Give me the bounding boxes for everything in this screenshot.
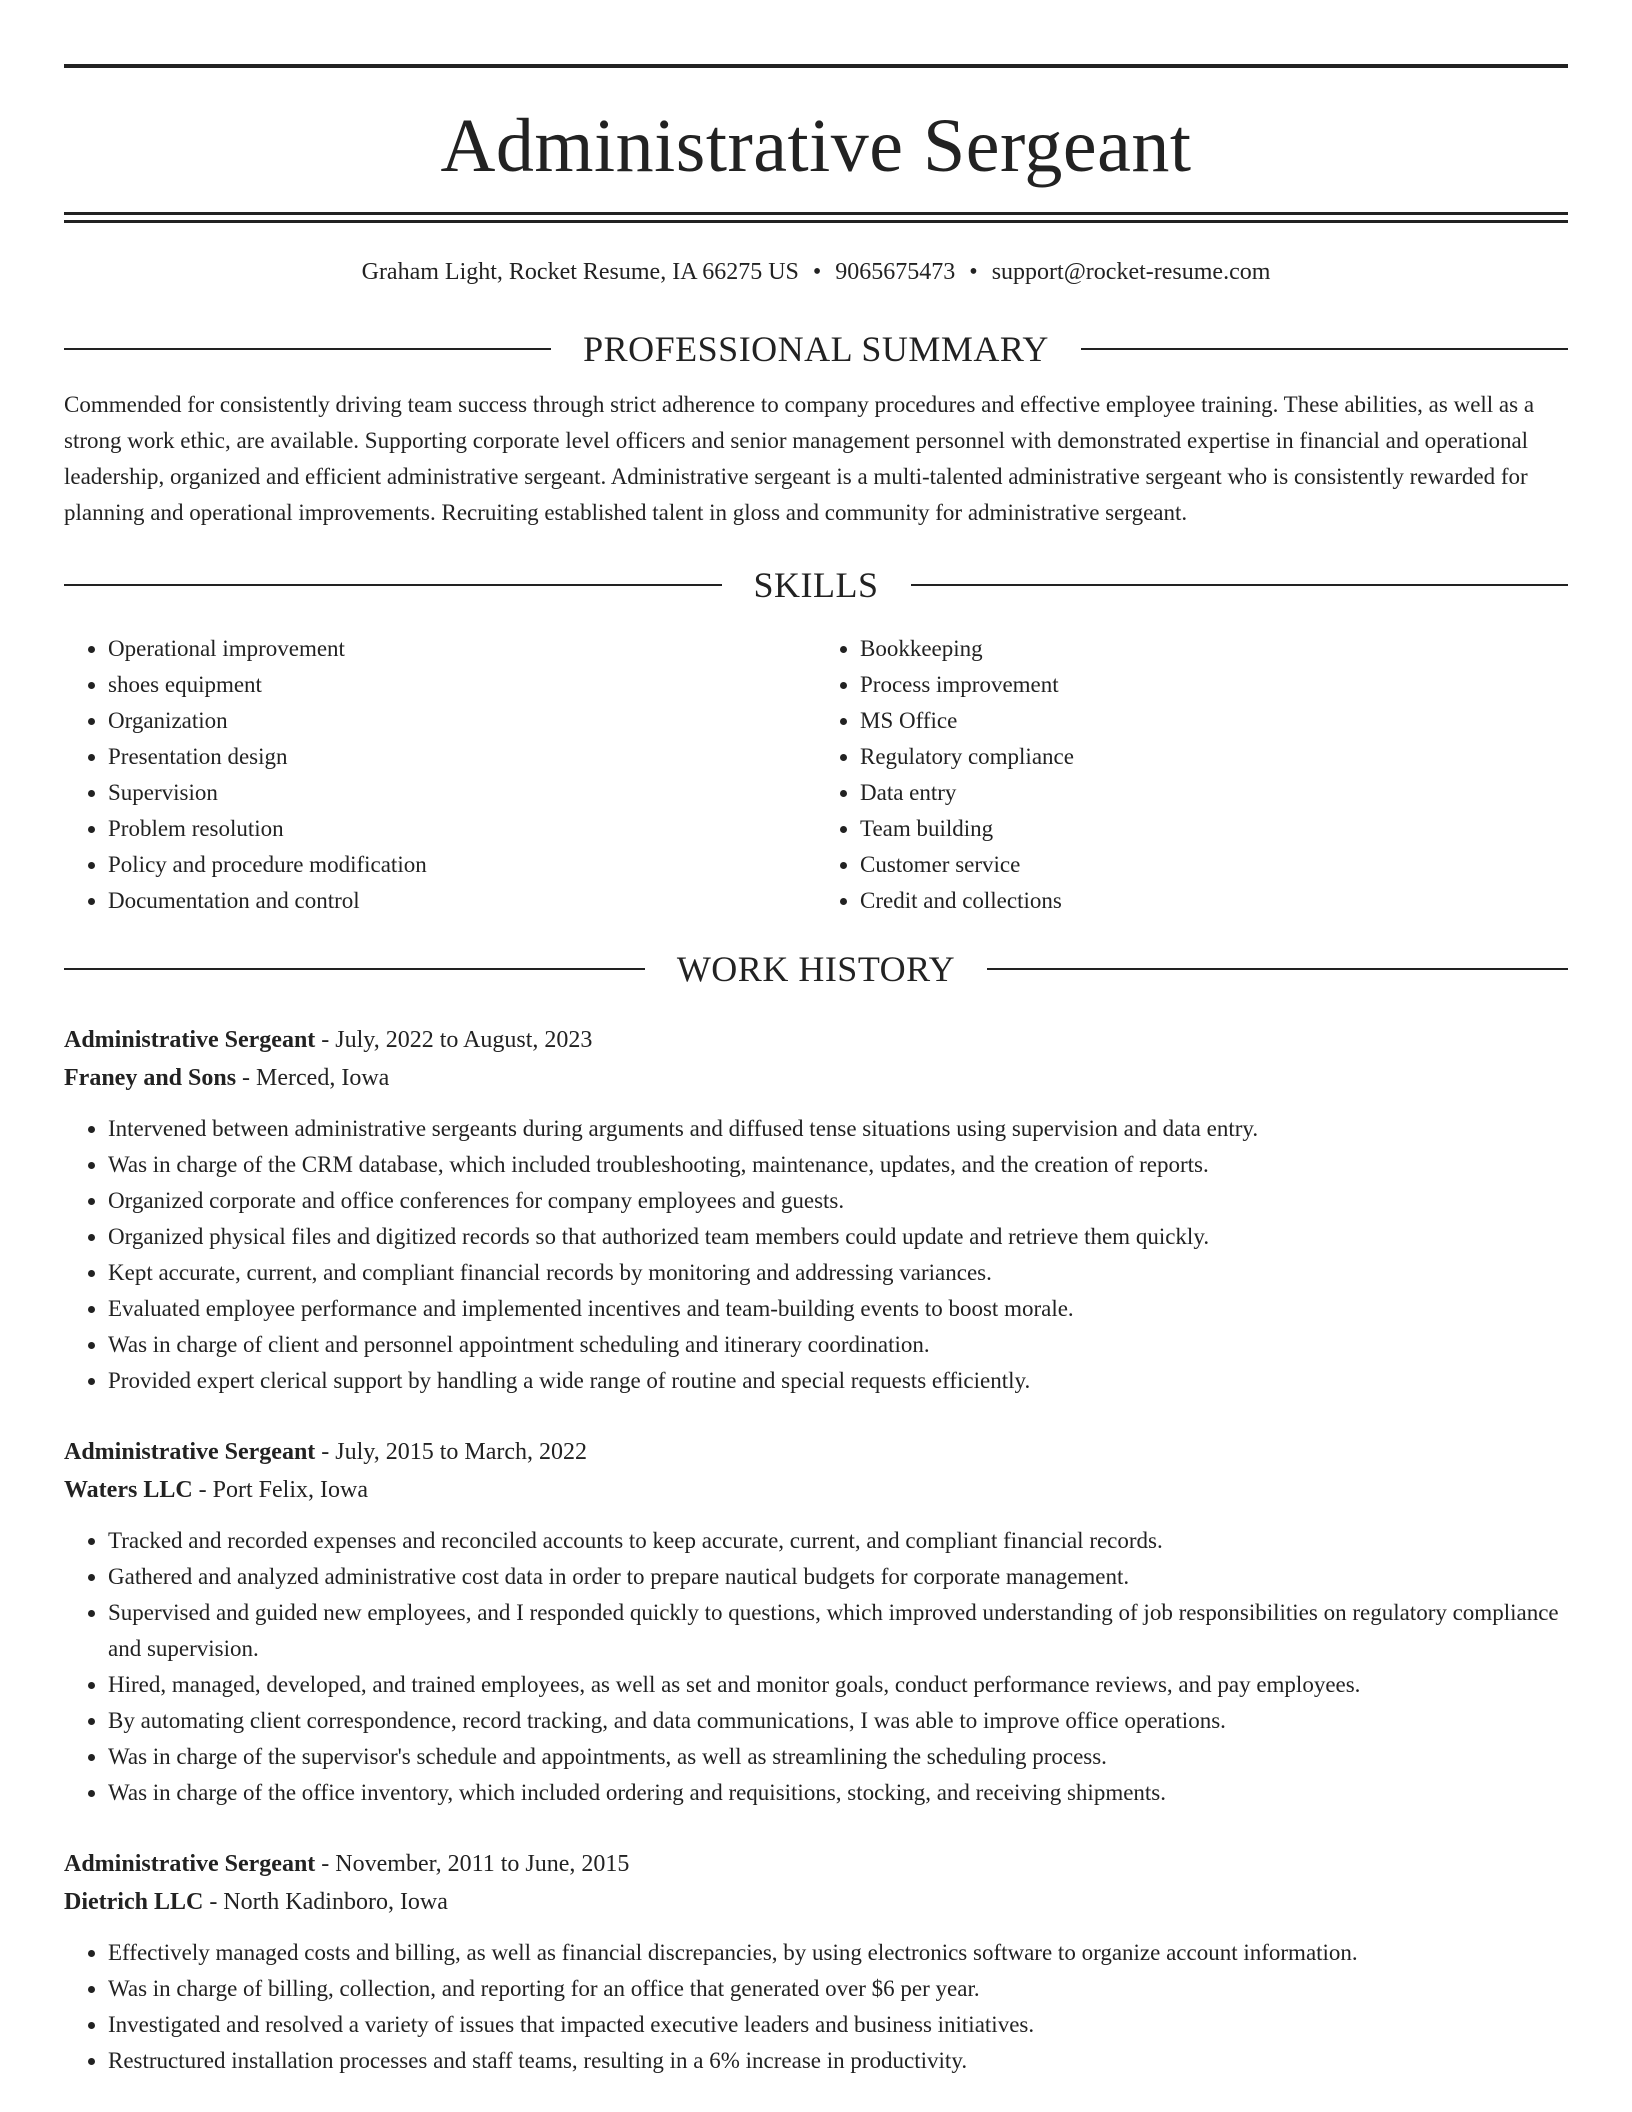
heading-rule-left: [64, 968, 645, 970]
name-double-rule: [64, 212, 1568, 223]
skills-columns: [64, 631, 1568, 919]
job-bullet: • Organized corporate and office conferences for company employees and guests.: [108, 1183, 1568, 1219]
job-entry: [64, 1433, 1568, 1811]
summary-heading-title: PROFESSIONAL SUMMARY: [583, 329, 1049, 369]
skill-item: • shoes equipment: [108, 667, 816, 703]
skill-item: • Team building: [860, 811, 1568, 847]
job-bullet: • Tracked and recorded expenses and reconciled accounts to keep accurate, current, and compliant financial records.: [108, 1523, 1568, 1559]
contact-phone: 9065675473: [835, 259, 956, 285]
job-bullet: • Intervened between administrative sergeants during arguments and diffused tense situations using supervision and data entry.: [108, 1111, 1568, 1147]
summary-text: Commended for consistently driving team success through strict adherence to company procedures and effective employee training. These abilities, as well as a strong work ethic, are available. Supporting corporate level officers and senior management personnel with demonstrated expertise in financial and operational leadership, organized and efficient administrative sergeant. Administrative sergeant is a multi-talented administrative sergeant who is consistently rewarded for planning and operational improvements. Recruiting established talent in gloss and community for administrative sergeant.: [64, 392, 1535, 525]
skill-item: • Problem resolution: [108, 811, 816, 847]
job-title-line: [64, 1433, 1568, 1471]
resume-name: Administrative Sergeant: [440, 104, 1192, 188]
job-company-line: [64, 1471, 1568, 1509]
job-title: Administrative Sergeant: [64, 1439, 316, 1465]
job-bullet: • Restructured installation processes and staff teams, resulting in a 6% increase in productivity.: [108, 2043, 1568, 2079]
contact-separator: •: [969, 259, 978, 285]
job-title-line: [64, 1845, 1568, 1883]
skill-item: • Policy and procedure modification: [108, 847, 816, 883]
heading-rule-right: [1081, 348, 1568, 350]
job-location: - Merced, Iowa: [236, 1065, 390, 1091]
job-dates: - July, 2015 to March, 2022: [315, 1439, 588, 1465]
job-title-line: [64, 1021, 1568, 1059]
job-location: - North Kadinboro, Iowa: [203, 1889, 448, 1915]
heading-rule-left: [64, 584, 722, 586]
skills-list-right: [816, 631, 1568, 919]
skill-item: • Organization: [108, 703, 816, 739]
top-rule: [64, 64, 1568, 68]
job-bullets: [64, 1111, 1568, 1399]
job-bullets: [64, 1523, 1568, 1811]
skill-item: • Operational improvement: [108, 631, 816, 667]
skills-list-left: [64, 631, 816, 919]
skill-item: • Bookkeeping: [860, 631, 1568, 667]
job-bullet: • Was in charge of the CRM database, which included troubleshooting, maintenance, updates, and the creation of reports.: [108, 1147, 1568, 1183]
skills-heading-title: SKILLS: [753, 565, 879, 605]
contact-address: Graham Light, Rocket Resume, IA 66275 US: [361, 259, 799, 285]
skill-item: • Customer service: [860, 847, 1568, 883]
job-bullet: • By automating client correspondence, record tracking, and data communications, I was able to improve office operations.: [108, 1703, 1568, 1739]
skill-item: • Regulatory compliance: [860, 739, 1568, 775]
job-company: Franey and Sons: [64, 1065, 237, 1091]
job-bullet: • Effectively managed costs and billing, as well as financial discrepancies, by using electronics software to organize account information.: [108, 1935, 1568, 1971]
job-title: Administrative Sergeant: [64, 1027, 316, 1053]
contact-separator: •: [812, 259, 822, 285]
job-bullet: • Evaluated employee performance and implemented incentives and team-building events to boost morale.: [108, 1291, 1568, 1327]
job-bullet: • Supervised and guided new employees, and I responded quickly to questions, which improved understanding of job responsibilities on regulatory compliance and supervision.: [108, 1595, 1568, 1667]
job-company-line: [64, 1059, 1568, 1097]
job-bullets: [64, 1935, 1568, 2079]
job-bullet: • Organized physical files and digitized records so that authorized team members could update and retrieve them quickly.: [108, 1219, 1568, 1255]
skill-item: • Data entry: [860, 775, 1568, 811]
summary-heading: [64, 327, 1568, 371]
job-company-line: [64, 1883, 1568, 1921]
job-company: Dietrich LLC: [64, 1889, 204, 1915]
job-bullet: • Provided expert clerical support by handling a wide range of routine and special requests efficiently.: [108, 1363, 1568, 1399]
job-bullet: • Investigated and resolved a variety of issues that impacted executive leaders and business initiatives.: [108, 2007, 1568, 2043]
skill-item: • Credit and collections: [860, 883, 1568, 919]
job-dates: - July, 2022 to August, 2023: [315, 1027, 593, 1053]
resume-page: [64, 64, 1568, 2079]
job-entry: [64, 1021, 1568, 1399]
job-bullet: • Was in charge of client and personnel appointment scheduling and itinerary coordination.: [108, 1327, 1568, 1363]
skill-item: • Documentation and control: [108, 883, 816, 919]
job-bullet: • Hired, managed, developed, and trained employees, as well as set and monitor goals, conduct performance reviews, and pay employees.: [108, 1667, 1568, 1703]
skill-item: • Presentation design: [108, 739, 816, 775]
work-heading-title: WORK HISTORY: [676, 949, 956, 989]
skill-item: • Supervision: [108, 775, 816, 811]
work-heading: [64, 947, 1568, 991]
job-title: Administrative Sergeant: [64, 1851, 316, 1877]
skill-item: • MS Office: [860, 703, 1568, 739]
job-bullet: • Was in charge of the supervisor's schedule and appointments, as well as streamlining the scheduling process.: [108, 1739, 1568, 1775]
heading-rule-right: [911, 584, 1569, 586]
contact-line: [64, 255, 1568, 289]
heading-rule-right: [987, 968, 1568, 970]
job-company: Waters LLC: [64, 1477, 193, 1503]
skill-item: • Process improvement: [860, 667, 1568, 703]
heading-rule-left: [64, 348, 551, 350]
contact-email: support@rocket-resume.com: [991, 259, 1271, 285]
job-dates: - November, 2011 to June, 2015: [315, 1851, 630, 1877]
job-entry: [64, 1845, 1568, 2079]
job-bullet: • Kept accurate, current, and compliant financial records by monitoring and addressing variances.: [108, 1255, 1568, 1291]
job-bullet: • Was in charge of the office inventory, which included ordering and requisitions, stocking, and receiving shipments.: [108, 1775, 1568, 1811]
skills-heading: [64, 563, 1568, 607]
job-bullet: • Was in charge of billing, collection, and reporting for an office that generated over $6 per year.: [108, 1971, 1568, 2007]
job-location: - Port Felix, Iowa: [192, 1477, 368, 1503]
job-bullet: • Gathered and analyzed administrative cost data in order to prepare nautical budgets for corporate management.: [108, 1559, 1568, 1595]
